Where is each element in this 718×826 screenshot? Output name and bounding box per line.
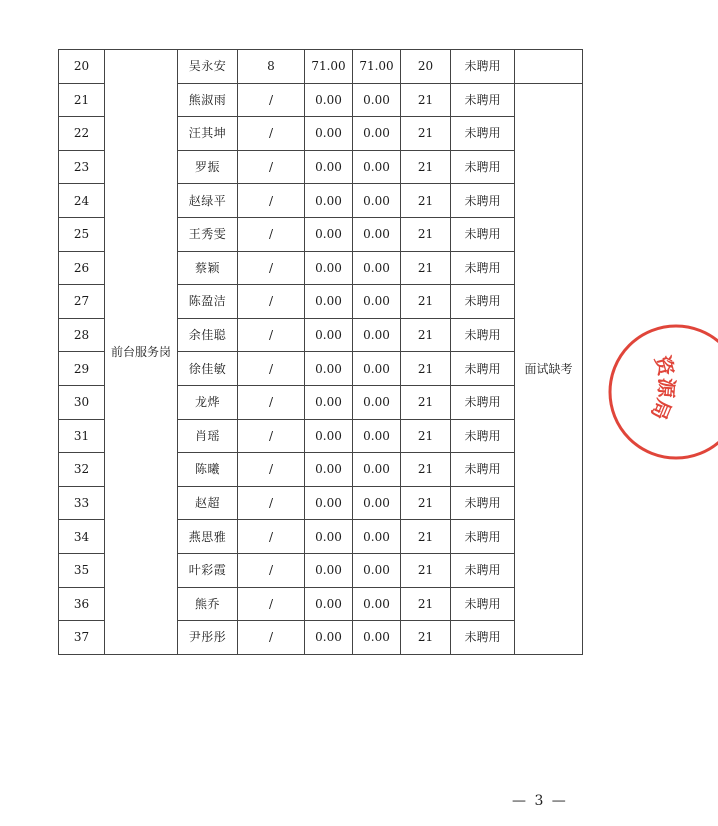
- cell-name: 熊淑雨: [178, 83, 238, 117]
- cell-score2: 71.00: [353, 50, 401, 84]
- cell-score1: 0.00: [305, 419, 353, 453]
- cell-score1: 0.00: [305, 217, 353, 251]
- cell-name: 余佳聪: [178, 318, 238, 352]
- cell-score2: 0.00: [353, 553, 401, 587]
- cell-name: 赵超: [178, 486, 238, 520]
- cell-no: 25: [59, 217, 105, 251]
- cell-place: 21: [401, 285, 451, 319]
- cell-no: 34: [59, 520, 105, 554]
- cell-rank: /: [238, 318, 305, 352]
- cell-result: 未聘用: [451, 453, 515, 487]
- cell-no: 28: [59, 318, 105, 352]
- cell-result: 未聘用: [451, 486, 515, 520]
- seal-text: 资源局: [646, 352, 680, 424]
- cell-score2: 0.00: [353, 318, 401, 352]
- cell-result: 未聘用: [451, 318, 515, 352]
- cell-score1: 71.00: [305, 50, 353, 84]
- cell-rank: /: [238, 352, 305, 386]
- cell-name: 陈曦: [178, 453, 238, 487]
- cell-place: 21: [401, 318, 451, 352]
- cell-name: 陈盈洁: [178, 285, 238, 319]
- cell-no: 31: [59, 419, 105, 453]
- cell-score2: 0.00: [353, 285, 401, 319]
- cell-place: 21: [401, 251, 451, 285]
- cell-no: 35: [59, 553, 105, 587]
- cell-place: 21: [401, 117, 451, 151]
- cell-rank: /: [238, 553, 305, 587]
- cell-name: 吴永安: [178, 50, 238, 84]
- cell-rank: /: [238, 621, 305, 655]
- official-seal-icon: [598, 322, 718, 462]
- cell-rank: /: [238, 150, 305, 184]
- cell-score1: 0.00: [305, 486, 353, 520]
- cell-score1: 0.00: [305, 83, 353, 117]
- cell-score1: 0.00: [305, 453, 353, 487]
- cell-no: 29: [59, 352, 105, 386]
- cell-result: 未聘用: [451, 150, 515, 184]
- cell-place: 21: [401, 419, 451, 453]
- cell-score1: 0.00: [305, 117, 353, 151]
- cell-result: 未聘用: [451, 621, 515, 655]
- cell-place: 21: [401, 553, 451, 587]
- cell-score2: 0.00: [353, 150, 401, 184]
- cell-rank: /: [238, 486, 305, 520]
- cell-score1: 0.00: [305, 385, 353, 419]
- cell-score1: 0.00: [305, 251, 353, 285]
- seal-ring: [610, 326, 718, 458]
- cell-result: 未聘用: [451, 50, 515, 84]
- cell-place: 21: [401, 621, 451, 655]
- cell-no: 32: [59, 453, 105, 487]
- cell-score2: 0.00: [353, 83, 401, 117]
- cell-result: 未聘用: [451, 520, 515, 554]
- cell-result: 未聘用: [451, 553, 515, 587]
- cell-result: 未聘用: [451, 587, 515, 621]
- cell-score2: 0.00: [353, 251, 401, 285]
- cell-place: 21: [401, 184, 451, 218]
- cell-place: 21: [401, 217, 451, 251]
- cell-no: 30: [59, 385, 105, 419]
- cell-no: 33: [59, 486, 105, 520]
- cell-result: 未聘用: [451, 117, 515, 151]
- cell-rank: /: [238, 385, 305, 419]
- cell-score2: 0.00: [353, 486, 401, 520]
- cell-name: 肖瑶: [178, 419, 238, 453]
- department-cell: 前台服务岗: [105, 50, 178, 655]
- cell-no: 27: [59, 285, 105, 319]
- cell-place: 21: [401, 587, 451, 621]
- cell-score1: 0.00: [305, 285, 353, 319]
- cell-name: 汪其坤: [178, 117, 238, 151]
- cell-rank: /: [238, 520, 305, 554]
- cell-score2: 0.00: [353, 217, 401, 251]
- cell-score2: 0.00: [353, 385, 401, 419]
- cell-score1: 0.00: [305, 150, 353, 184]
- cell-place: 21: [401, 385, 451, 419]
- cell-score1: 0.00: [305, 621, 353, 655]
- cell-result: 未聘用: [451, 385, 515, 419]
- cell-place: 21: [401, 453, 451, 487]
- cell-name: 蔡颖: [178, 251, 238, 285]
- cell-rank: /: [238, 419, 305, 453]
- cell-score2: 0.00: [353, 621, 401, 655]
- cell-name: 罗振: [178, 150, 238, 184]
- cell-no: 21: [59, 83, 105, 117]
- cell-rank: /: [238, 587, 305, 621]
- cell-result: 未聘用: [451, 419, 515, 453]
- cell-name: 叶彩霞: [178, 553, 238, 587]
- cell-no: 26: [59, 251, 105, 285]
- cell-rank: /: [238, 83, 305, 117]
- cell-rank: 8: [238, 50, 305, 84]
- cell-name: 尹彤彤: [178, 621, 238, 655]
- cell-rank: /: [238, 117, 305, 151]
- cell-no: 36: [59, 587, 105, 621]
- cell-rank: /: [238, 285, 305, 319]
- cell-score2: 0.00: [353, 453, 401, 487]
- cell-rank: /: [238, 184, 305, 218]
- cell-name: 熊乔: [178, 587, 238, 621]
- cell-rank: /: [238, 453, 305, 487]
- cell-name: 龙烨: [178, 385, 238, 419]
- cell-no: 24: [59, 184, 105, 218]
- cell-place: 21: [401, 150, 451, 184]
- cell-result: 未聘用: [451, 285, 515, 319]
- cell-name: 王秀雯: [178, 217, 238, 251]
- cell-result: 未聘用: [451, 217, 515, 251]
- cell-score2: 0.00: [353, 520, 401, 554]
- cell-place: 21: [401, 352, 451, 386]
- cell-rank: /: [238, 251, 305, 285]
- cell-score2: 0.00: [353, 419, 401, 453]
- cell-score2: 0.00: [353, 587, 401, 621]
- results-table: [58, 49, 583, 655]
- table-row: [59, 50, 583, 84]
- cell-score1: 0.00: [305, 352, 353, 386]
- cell-score1: 0.00: [305, 318, 353, 352]
- cell-score2: 0.00: [353, 117, 401, 151]
- cell-place: 21: [401, 486, 451, 520]
- cell-name: 赵绿平: [178, 184, 238, 218]
- cell-score1: 0.00: [305, 553, 353, 587]
- cell-result: 未聘用: [451, 251, 515, 285]
- cell-score1: 0.00: [305, 184, 353, 218]
- cell-result: 未聘用: [451, 83, 515, 117]
- cell-no: 23: [59, 150, 105, 184]
- cell-name: 燕思雅: [178, 520, 238, 554]
- cell-remark: [515, 50, 583, 84]
- cell-result: 未聘用: [451, 352, 515, 386]
- page-number: — 3 —: [512, 793, 568, 809]
- cell-score1: 0.00: [305, 587, 353, 621]
- cell-name: 徐佳敏: [178, 352, 238, 386]
- cell-score2: 0.00: [353, 352, 401, 386]
- group-remark-cell: 面试缺考: [515, 83, 583, 654]
- cell-score1: 0.00: [305, 520, 353, 554]
- cell-result: 未聘用: [451, 184, 515, 218]
- cell-no: 37: [59, 621, 105, 655]
- cell-no: 22: [59, 117, 105, 151]
- cell-place: 20: [401, 50, 451, 84]
- cell-rank: /: [238, 217, 305, 251]
- cell-place: 21: [401, 520, 451, 554]
- cell-score2: 0.00: [353, 184, 401, 218]
- cell-no: 20: [59, 50, 105, 84]
- cell-place: 21: [401, 83, 451, 117]
